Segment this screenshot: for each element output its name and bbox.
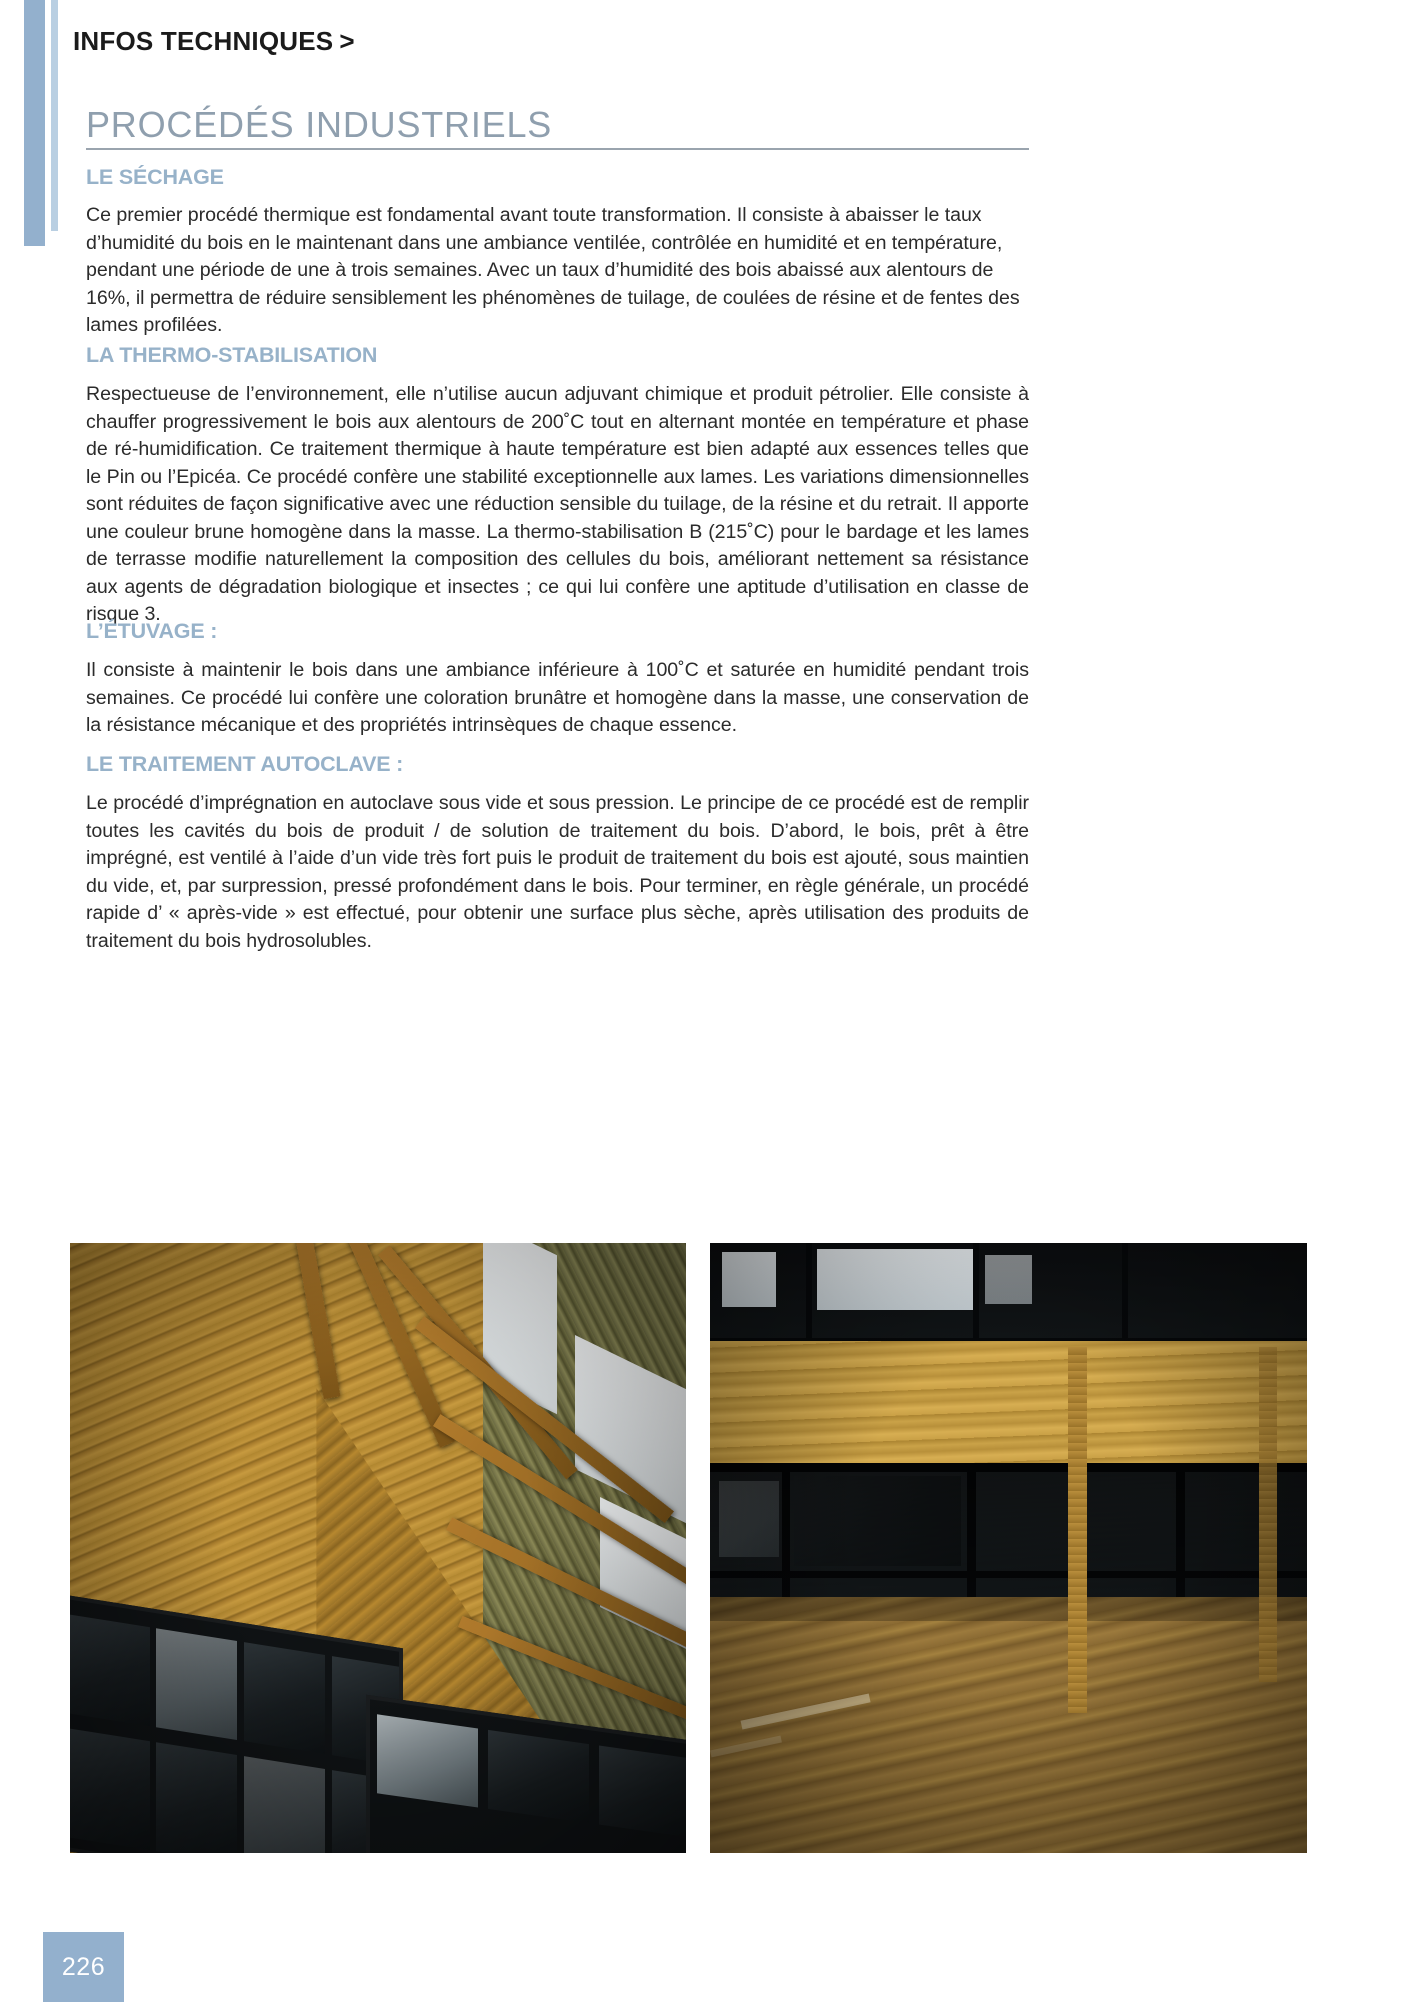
photo-mullion <box>1122 1243 1129 1347</box>
left-accent-bar-thick <box>24 0 45 246</box>
photo-interior-glass-wall-wood-floor <box>710 1243 1307 1853</box>
photo-wood-ceiling-beams <box>70 1243 686 1853</box>
photo-wood-floor <box>710 1597 1307 1853</box>
photo-sky-patch <box>722 1252 776 1307</box>
photo-floor-shadow <box>710 1463 1307 1622</box>
photo-window-pane <box>70 1729 149 1851</box>
section-le-sechage <box>86 165 1029 340</box>
section-kicker <box>73 26 355 57</box>
photo-window-pane <box>599 1745 686 1838</box>
section-heading: LA THERMO-STABILISATION <box>86 343 378 367</box>
photo-window-pane <box>488 1730 589 1823</box>
photo-sky-patch <box>817 1249 972 1310</box>
section-heading: L’ÉTUVAGE : <box>86 619 218 643</box>
photo-window-pane <box>156 1742 237 1853</box>
photo-timber-column <box>1068 1347 1087 1713</box>
photo-mullion <box>973 1243 980 1347</box>
chevron-right-icon: > <box>339 26 355 56</box>
photo-window-pane <box>244 1756 325 1853</box>
section-heading: LE TRAITEMENT AUTOCLAVE : <box>86 752 404 776</box>
section-kicker-label: INFOS TECHNIQUES <box>73 26 334 56</box>
photo-wood-cladding-band <box>710 1341 1307 1475</box>
photo-window-pane <box>376 1714 477 1807</box>
photo-timber-column <box>1259 1347 1277 1683</box>
photo-window-pane <box>244 1642 325 1754</box>
left-accent-bar-thin <box>51 0 58 231</box>
photo-window-pane <box>70 1614 149 1726</box>
title-divider <box>86 148 1029 150</box>
section-paragraph: Respectueuse de l’environnement, elle n’utilise aucun adjuvant chimique et produit pétrolier. Elle consiste à chauffer progressivement le bois aux alentours de 200˚C tout en alternant montée en température et phase de ré-humidification. Ce traitement thermique à haute température est bien adapté aux essences telles que le Pin ou l’Epicéa. Ce procédé confère une stabilité exceptionnelle aux lames. Les variations dimensionnelles sont réduites de façon significative avec une réduction sensible du tuilage, de la résine et du retrait. Il apporte une couleur brune homogène dans la masse. La thermo-stabilisation B (215˚C) pour le bardage et les lames de terrasse modifie naturellement la composition des cellules du bois, améliorant nettement sa résistance aux agents de dégradation biologique et insectes ; ce qui lui confère une aptitude d’utilisation en classe de risque 3. <box>86 383 1029 625</box>
section-letuvage <box>86 619 1029 740</box>
photo-sky-patch <box>985 1255 1033 1304</box>
section-la-thermo-stabilisation <box>86 343 1029 629</box>
section-paragraph: Ce premier procédé thermique est fondamental avant toute transformation. Il consiste à abaisser le taux d’humidité du bois en le maintenant dans une ambiance ventilée, contrôlée en humidité et en température, pendant une période de une à trois semaines. Avec un taux d’humidité des bois abaissé aux alentours de 16%, il permettra de réduire sensiblement les phénomènes de tuilage, de coulées de résine et de fentes des lames profilées. <box>86 204 1020 336</box>
section-paragraph: Le procédé d’imprégnation en autoclave sous vide et sous pression. Le principe de ce procédé est de remplir toutes les cavités du bois de produit / de solution de traitement du bois. D’abord, le bois, prêt à être imprégné, est ventilé à l’aide d’un vide très fort puis le produit de traitement du bois est ajouté, sous maintien du vide, et, par surpression, pressé profondément dans le bois. Pour terminer, en règle générale, un procédé rapide d’ « après-vide » est effectué, pour obtenir une surface plus sèche, après utilisation des produits de traitement du bois hydrosolubles. <box>86 792 1029 952</box>
photo-mullion <box>806 1243 813 1347</box>
section-heading: LE SÉCHAGE <box>86 165 224 189</box>
photo-window-pane <box>156 1628 237 1740</box>
page-title: PROCÉDÉS INDUSTRIELS <box>86 104 553 145</box>
section-le-traitement-autoclave <box>86 752 1029 955</box>
section-paragraph: Il consiste à maintenir le bois dans une ambiance inférieure à 100˚C et saturée en humidité pendant trois semaines. Ce procédé lui confère une coloration brunâtre et homogène dans la masse, une conservation de la résistance mécanique et des propriétés intrinsèques de chaque essence. <box>86 659 1029 736</box>
page-number-badge: 226 <box>43 1932 124 2002</box>
